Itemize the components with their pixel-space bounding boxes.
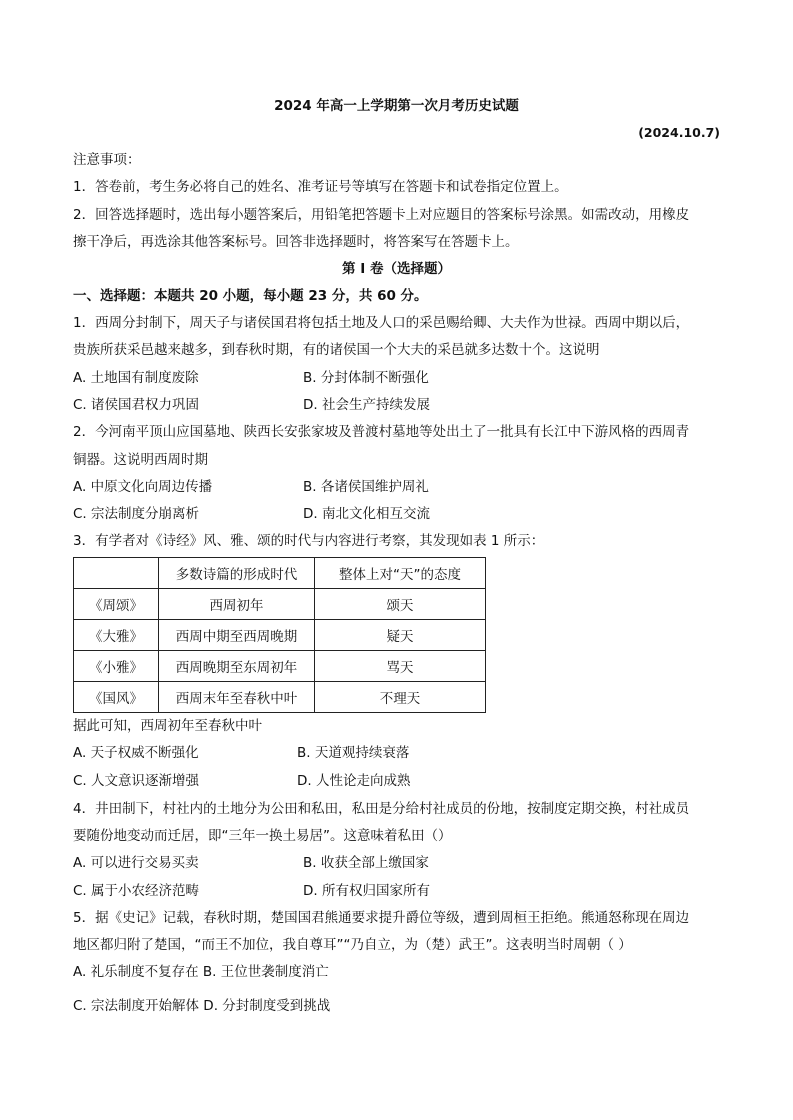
notice-heading: 注意事项：	[73, 152, 141, 168]
q2-option-b: B. 各诸侯国维护周礼	[303, 479, 429, 495]
table-header-row	[74, 558, 486, 589]
q1-stem-line-1: 1．西周分封制下，周天子与诸侯国君将包括土地及人口的采邑赐给卿、大夫作为世禄。西周中期以后，	[73, 315, 690, 331]
table-cell: 《小雅》	[74, 651, 159, 682]
table-cell: 《大雅》	[74, 620, 159, 651]
q2-stem-line-1: 2．今河南平顶山应国墓地、陕西长安张家坡及普渡村墓地等处出土了一批具有长江中下游风格的西周青	[73, 424, 690, 440]
q5-options-ab: A. 礼乐制度不复存在 B. 王位世袭制度消亡	[73, 964, 329, 980]
q3-option-a: A. 天子权威不断强化	[73, 745, 199, 761]
q5-stem-line-2: 地区都归附了楚国，“而王不加位，我自尊耳”“乃自立，为（楚）武王”。这表明当时周朝（ ）	[73, 937, 632, 953]
table-cell: 骂天	[315, 651, 486, 682]
table-cell: 颂天	[315, 589, 486, 620]
q3-option-b: B. 天道观持续衰落	[297, 745, 410, 761]
notice-item-2-line-2: 擦干净后，再选涂其他答案标号。回答非选择题时，将答案写在答题卡上。	[73, 234, 519, 250]
table-cell: 西周中期至西周晚期	[159, 620, 315, 651]
q3-option-d: D. 人性论走向成熟	[297, 773, 411, 789]
q1-option-a: A. 土地国有制度废除	[73, 370, 199, 386]
q5-options-cd: C. 宗法制度开始解体 D. 分封制度受到挑战	[73, 998, 331, 1014]
table-cell: 不理天	[315, 682, 486, 713]
q3-stem-line-2: 据此可知，西周初年至春秋中叶	[73, 718, 262, 734]
exam-title: 2024 年高一上学期第一次月考历史试题	[274, 98, 519, 114]
table-cell: 《周颂》	[74, 589, 159, 620]
table-header-cell: 整体上对“天”的态度	[315, 558, 486, 589]
table-row	[74, 682, 486, 713]
table-row	[74, 589, 486, 620]
q3-option-c: C. 人文意识逐渐增强	[73, 773, 200, 789]
table-cell: 西周晚期至东周初年	[159, 651, 315, 682]
q2-option-a: A. 中原文化向周边传播	[73, 479, 213, 495]
q4-option-d: D. 所有权归国家所有	[303, 883, 430, 899]
q3-stem-line-1: 3．有学者对《诗经》风、雅、颂的时代与内容进行考察，其发现如表 1 所示：	[73, 533, 545, 549]
table-cell: 西周末年至春秋中叶	[159, 682, 315, 713]
q4-stem-line-2: 要随份地变动而迁居，即“三年一换土易居”。这意味着私田（）	[73, 828, 452, 844]
q1-stem-line-2: 贵族所获采邑越来越多，到春秋时期，有的诸侯国一个大夫的采邑就多达数十个。这说明	[73, 342, 600, 358]
q1-option-b: B. 分封体制不断强化	[303, 370, 429, 386]
q4-stem-line-1: 4．井田制下，村社内的土地分为公田和私田，私田是分给村社成员的份地，按制度定期交换，村社成员	[73, 801, 690, 817]
q2-stem-line-2: 铜器。这说明西周时期	[73, 452, 208, 468]
q4-option-a: A. 可以进行交易买卖	[73, 855, 199, 871]
q1-option-d: D. 社会生产持续发展	[303, 397, 430, 413]
notice-item-1: 1．答卷前，考生务必将自己的姓名、准考证号等填写在答题卡和试卷指定位置上。	[73, 179, 568, 195]
table-row	[74, 620, 486, 651]
notice-item-2-line-1: 2．回答选择题时，选出每小题答案后，用铅笔把答题卡上对应题目的答案标号涂黑。如需改动，用橡皮	[73, 207, 690, 223]
q4-option-c: C. 属于小农经济范畴	[73, 883, 200, 899]
table-header-cell	[74, 558, 159, 589]
table-cell: 疑天	[315, 620, 486, 651]
part-heading: 一、选择题：本题共 20 小题，每小题 23 分，共 60 分。	[73, 288, 428, 304]
q2-option-d: D. 南北文化相互交流	[303, 506, 430, 522]
q5-stem-line-1: 5．据《史记》记载，春秋时期，楚国国君熊通要求提升爵位等级，遭到周桓王拒绝。熊通怒称现在周边	[73, 910, 690, 926]
q2-option-c: C. 宗法制度分崩离析	[73, 506, 200, 522]
table-cell: 《国风》	[74, 682, 159, 713]
table-header-cell: 多数诗篇的形成时代	[159, 558, 315, 589]
exam-date: (2024.10.7)	[638, 125, 720, 140]
table-row	[74, 651, 486, 682]
volume-heading: 第 I 卷（选择题）	[342, 261, 451, 277]
q4-option-b: B. 收获全部上缴国家	[303, 855, 429, 871]
table-cell: 西周初年	[159, 589, 315, 620]
q3-table	[73, 557, 486, 713]
q1-option-c: C. 诸侯国君权力巩固	[73, 397, 200, 413]
